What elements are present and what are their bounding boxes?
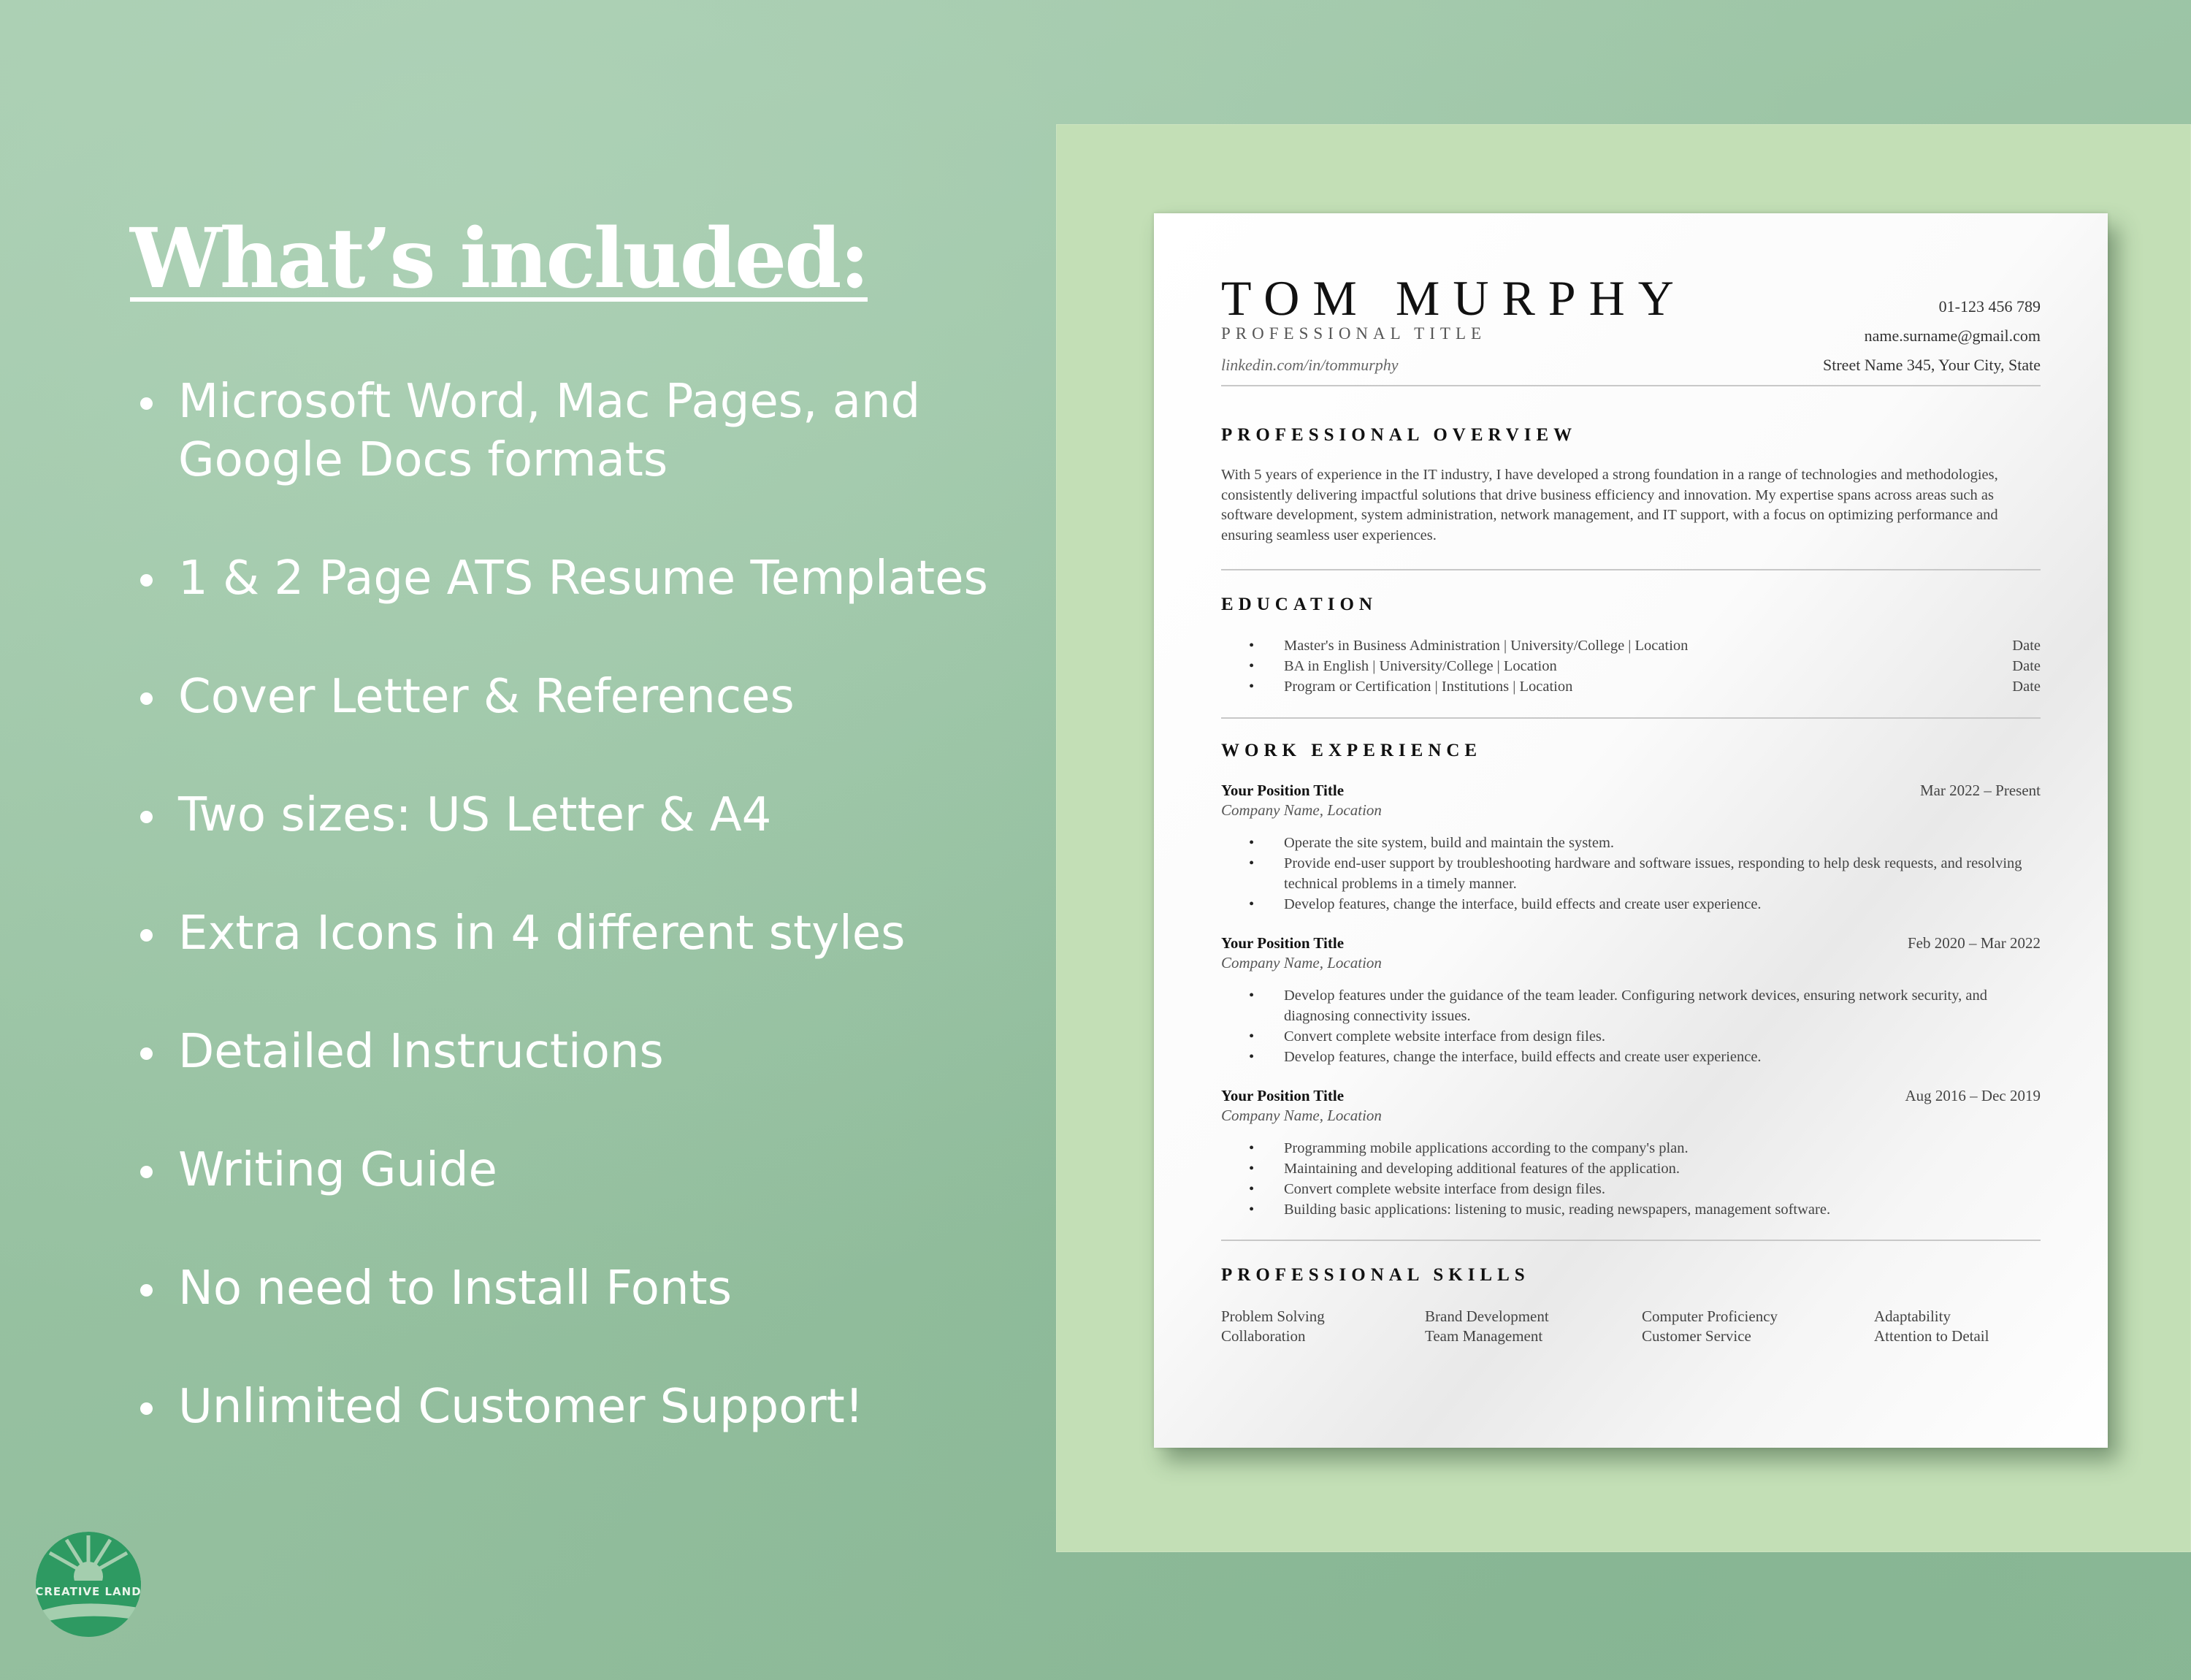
- skills-column: [1874, 1307, 1989, 1346]
- resume-address: Street Name 345, Your City, State: [1823, 356, 2041, 374]
- feature-item: [130, 668, 1006, 726]
- job-bullet: • Maintaining and developing additional features of the application.: [1249, 1158, 2041, 1179]
- bullet-dot-icon: [140, 1047, 153, 1060]
- bullet-dot-icon: [140, 1402, 153, 1415]
- job-bullet: • Operate the site system, build and maintain the system.: [1249, 833, 2041, 853]
- job-bullet: • Convert complete website interface from design files.: [1249, 1026, 2041, 1047]
- creative-land-logo: [34, 1530, 143, 1639]
- resume-email: name.surname@gmail.com: [1864, 327, 2041, 345]
- feature-list: [130, 373, 1006, 1436]
- job-title: Your Position Title: [1221, 1087, 1345, 1104]
- feature-label: Two sizes: US Letter & A4: [178, 788, 772, 842]
- job-bullet: • Develop features, change the interface, build effects and create user experience.: [1249, 1047, 2041, 1067]
- skill-item: Computer Proficiency: [1642, 1307, 1778, 1325]
- education-text: Master's in Business Administration | University/College | Location: [1284, 638, 1689, 654]
- feature-item: [130, 549, 1006, 608]
- skills-column: [1221, 1307, 1325, 1346]
- divider: [1221, 1240, 2041, 1241]
- section-heading-skills: PROFESSIONAL SKILLS: [1221, 1265, 1530, 1285]
- skills-column: [1642, 1307, 1778, 1346]
- job-company: Company Name, Location: [1221, 1107, 1382, 1124]
- feature-label: Writing Guide: [178, 1143, 497, 1197]
- job-dates: Feb 2020 – Mar 2022: [1908, 934, 2041, 952]
- job-title: Your Position Title: [1221, 934, 1345, 952]
- feature-item: [130, 1378, 1006, 1436]
- section-heading-education: EDUCATION: [1221, 595, 1377, 614]
- logo-text: CREATIVE LAND: [35, 1585, 142, 1598]
- education-text: BA in English | University/College | Location: [1284, 658, 1557, 674]
- bullet-dot-icon: [140, 929, 153, 942]
- education-date: Date: [2012, 658, 2041, 674]
- feature-label: Microsoft Word, Mac Pages, and Google Docs formats: [178, 375, 921, 487]
- feature-label: Unlimited Customer Support!: [178, 1380, 864, 1434]
- education-item: [1249, 635, 2041, 656]
- education-item: [1249, 676, 2041, 697]
- skill-item: Adaptability: [1874, 1307, 1951, 1325]
- bullet-dot-icon: [140, 692, 153, 705]
- feature-label: No need to Install Fonts: [178, 1261, 732, 1316]
- skill-item: Brand Development: [1425, 1307, 1549, 1325]
- feature-item: [130, 1141, 1006, 1199]
- skill-item: Team Management: [1425, 1327, 1543, 1345]
- divider: [1221, 385, 2041, 386]
- job-bullet: • Convert complete website interface from design files.: [1249, 1179, 2041, 1199]
- bullet-dot-icon: [140, 1284, 153, 1297]
- feature-item: [130, 373, 1040, 489]
- resume-preview: [1154, 213, 2108, 1448]
- job-bullets: [1249, 833, 2041, 915]
- resume-linkedin: linkedin.com/in/tommurphy: [1221, 356, 1399, 374]
- divider: [1221, 717, 2041, 719]
- skill-item: Attention to Detail: [1874, 1327, 1989, 1345]
- education-text: Program or Certification | Institutions | Location: [1284, 679, 1573, 695]
- bullet-dot-icon: [140, 811, 153, 823]
- education-item: [1249, 656, 2041, 676]
- job-bullets: [1249, 1138, 2041, 1220]
- job-bullet: • Provide end-user support by troubleshooting hardware and software issues, responding to help desk requests, and resolving technical problems in a timely manner.: [1249, 853, 2041, 894]
- job-bullet: • Building basic applications: listening to music, reading newspapers, management software.: [1249, 1199, 2041, 1220]
- feature-label: Extra Icons in 4 different styles: [178, 906, 906, 961]
- resume-name: TOM MURPHY: [1221, 270, 1687, 326]
- section-heading-overview: PROFESSIONAL OVERVIEW: [1221, 425, 1578, 445]
- education-date: Date: [2012, 679, 2041, 695]
- job-bullet: • Programming mobile applications according to the company's plan.: [1249, 1138, 2041, 1158]
- job-dates: Aug 2016 – Dec 2019: [1905, 1087, 2041, 1104]
- section-heading-work: WORK EXPERIENCE: [1221, 741, 1483, 760]
- feature-item: [130, 1023, 1006, 1081]
- divider: [1221, 569, 2041, 570]
- feature-label: 1 & 2 Page ATS Resume Templates: [178, 551, 988, 606]
- job-bullet: • Develop features, change the interface, build effects and create user experience.: [1249, 894, 2041, 915]
- skill-item: Collaboration: [1221, 1327, 1306, 1345]
- bullet-dot-icon: [140, 397, 153, 410]
- job-title: Your Position Title: [1221, 782, 1345, 799]
- feature-item: [130, 904, 1006, 963]
- resume-phone: 01-123 456 789: [1938, 297, 2041, 316]
- bullet-dot-icon: [140, 1166, 153, 1178]
- skill-item: Problem Solving: [1221, 1307, 1325, 1325]
- education-date: Date: [2012, 638, 2041, 654]
- overview-text: With 5 years of experience in the IT industry, I have developed a strong foundation in a range of technologies and methodologies, consistently delivering impactful solutions that drive business efficiency and innovation. My expertise spans across areas such as software development, system administration, network management, and IT support, with a focus on optimizing performance and ensuring seamless user experiences.: [1221, 467, 1998, 543]
- job-company: Company Name, Location: [1221, 801, 1382, 819]
- education-list: [1249, 635, 2041, 697]
- feature-item: [130, 786, 1006, 844]
- resume-title: PROFESSIONAL TITLE: [1221, 324, 1487, 343]
- bullet-dot-icon: [140, 574, 153, 587]
- job-bullet: • Develop features under the guidance of the team leader. Configuring network devices, ensuring network security, and diagnosing connectivity issues.: [1249, 985, 2041, 1026]
- skill-item: Customer Service: [1642, 1327, 1751, 1345]
- job-bullets: [1249, 985, 2041, 1067]
- feature-label: Detailed Instructions: [178, 1025, 664, 1079]
- skills-column: [1425, 1307, 1549, 1346]
- page-heading: What’s included:: [130, 211, 868, 307]
- job-dates: Mar 2022 – Present: [1919, 782, 2041, 799]
- feature-label: Cover Letter & References: [178, 670, 795, 724]
- feature-item: [130, 1259, 1006, 1318]
- job-company: Company Name, Location: [1221, 954, 1382, 971]
